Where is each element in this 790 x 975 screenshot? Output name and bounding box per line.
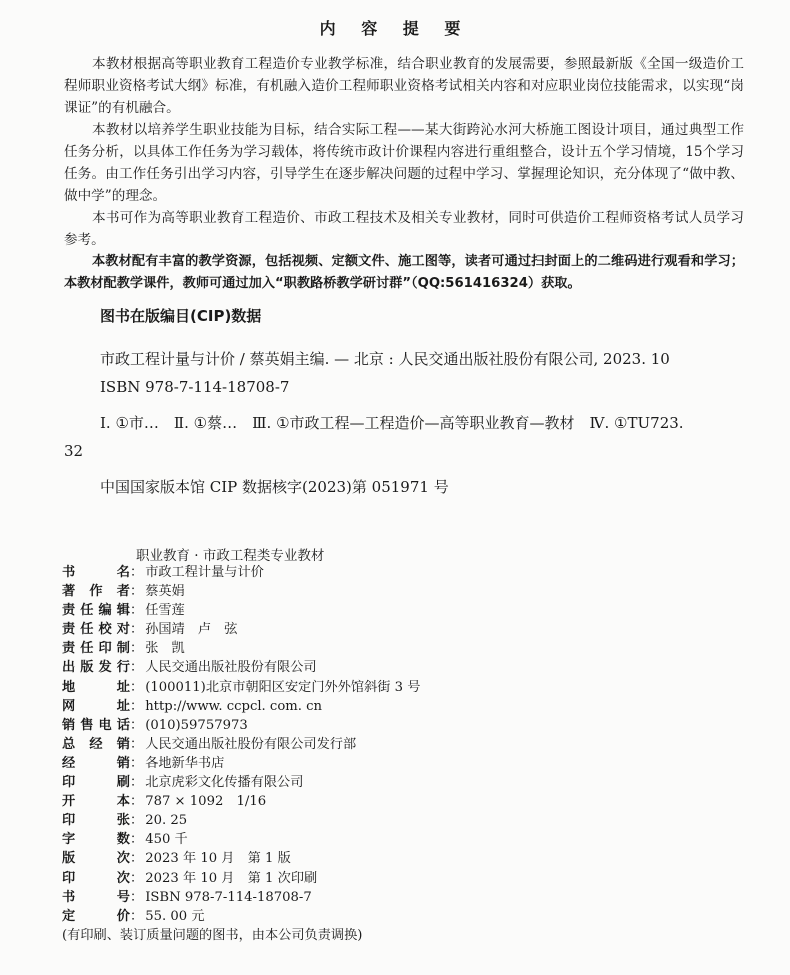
colophon-label: 责任编辑 [62, 603, 130, 619]
abstract-resources-note: 本教材配有丰富的教学资源，包括视频、定额文件、施工图等，读者可通过扫封面上的二维码进行观看和学习；本教材配教学课件，教师可通过加入“职教路桥教学研讨群”（QQ:561416324）获取。 [64, 254, 744, 291]
colophon-row: 印刷 ： 北京虎彩文化传播有限公司 [62, 773, 420, 792]
colophon-row: 经销 ： 各地新华书店 [62, 754, 420, 773]
colophon-value: 人民交通出版社股份有限公司发行部 [145, 736, 357, 752]
colophon-value: 张 凯 [145, 641, 185, 657]
colophon-row: 责任编辑 ： 任雪莲 [62, 601, 420, 620]
colophon-value: 孙国靖 卢 弦 [145, 622, 238, 638]
colophon-label: 经销 [62, 755, 130, 771]
colophon-row: 定价 ： 55. 00 元 [62, 907, 420, 926]
colophon-label: 定价 [62, 908, 130, 924]
colophon-label: 印次 [62, 870, 130, 886]
colophon-value: 北京虎彩文化传播有限公司 [145, 775, 304, 791]
colophon-label: 书号 [62, 889, 130, 905]
colophon-row: 责任校对 ： 孙国靖 卢 弦 [62, 620, 420, 639]
abstract-paragraph-2: 本教材以培养学生职业技能为目标，结合实际工程——某大街跨沁水河大桥施工图设计项目，通过典型工作任务分析，以具体工作任务为学习载体，将传统市政计价课程内容进行重组整合，设计五个学习情境，15个学习任务。由工作任务引出学习内容，引导学生在逐步解决问题的过程中学习、掌握理论知识，充分体现了“做中教、做中学”的理念。 [64, 122, 744, 204]
quality-note: (有印刷、装订质量问题的图书，由本公司负责调换) [62, 927, 363, 943]
colophon-value: 任雪莲 [145, 603, 185, 619]
colophon-value: (010)59757973 [145, 717, 248, 733]
colophon-row: 销售电话 ： (010)59757973 [62, 716, 420, 735]
colophon-row: 责任印制 ： 张 凯 [62, 639, 420, 658]
page-title: 内 容 提 要 [319, 19, 471, 38]
colophon-value: 人民交通出版社股份有限公司 [145, 660, 317, 676]
colophon-label: 开本 [62, 794, 130, 810]
colophon-label: 网址 [62, 698, 130, 714]
abstract-section [64, 53, 744, 295]
cip-subjects: Ⅰ. ①市… Ⅱ. ①蔡… Ⅲ. ①市政工程—工程造价—高等职业教育—教材 Ⅳ. ①TU723. 32 [64, 414, 684, 460]
colophon-value: 各地新华书店 [145, 755, 225, 771]
colophon-value: 2023 年 10 月 第 1 版 [145, 851, 291, 867]
cip-heading: 图书在版编目(CIP)数据 [100, 307, 262, 325]
colophon-row: 著作者 ： 蔡英娟 [62, 582, 420, 601]
colophon-label: 责任印制 [62, 641, 130, 657]
cip-isbn: ISBN 978-7-114-18708-7 [100, 378, 290, 396]
colophon-row: 总经销 ： 人民交通出版社股份有限公司发行部 [62, 735, 420, 754]
colophon-value: 2023 年 10 月 第 1 次印刷 [145, 870, 318, 886]
colophon-row: 开本 ： 787 × 1092 1/16 [62, 792, 420, 811]
colophon-label: 版次 [62, 851, 130, 867]
colophon-value: 450 千 [145, 832, 188, 848]
colophon-row: 字数 ： 450 千 [62, 830, 420, 849]
colophon-row: 书号 ： ISBN 978-7-114-18708-7 [62, 888, 420, 907]
colophon-value: 市政工程计量与计价 [145, 565, 264, 580]
colophon-row: 出版发行 ： 人民交通出版社股份有限公司 [62, 658, 420, 677]
colophon-row: 网址 ： http://www. ccpcl. com. cn [62, 697, 420, 716]
abstract-paragraph-3: 本书可作为高等职业教育工程造价、市政工程技术及相关专业教材，同时可供造价工程师资格考试人员学习参考。 [64, 210, 744, 248]
colophon-label: 印刷 [62, 775, 130, 791]
colophon-label: 著作者 [62, 584, 130, 600]
colophon-label: 字数 [62, 832, 130, 848]
colophon-label: 责任校对 [62, 622, 130, 638]
colophon-label: 销售电话 [62, 717, 130, 733]
colophon-value: http://www. ccpcl. com. cn [145, 698, 323, 714]
colophon [62, 563, 420, 945]
colophon-row: 地址 ： (100011)北京市朝阳区安定门外外馆斜街 3 号 [62, 678, 420, 697]
colophon-value: (100011)北京市朝阳区安定门外外馆斜街 3 号 [145, 679, 421, 695]
abstract-paragraph-1: 本教材根据高等职业教育工程造价专业教学标准，结合职业教育的发展需要，参照最新版《全国一级造价工程师职业资格考试大纲》标准，有机融入造价工程师职业资格考试相关内容和对应职业岗位技能需求，以实现“岗课证”的有机融合。 [64, 56, 744, 116]
colophon-label: 印张 [62, 813, 130, 829]
colophon-row: 印张 ： 20. 25 [62, 811, 420, 830]
cip-record [64, 345, 704, 501]
cip-verification-number: 中国国家版本馆 CIP 数据核字(2023)第 051971 号 [100, 478, 449, 496]
colophon-label: 出版发行 [62, 660, 130, 676]
colophon-value: 55. 00 元 [145, 908, 205, 924]
colophon-row: 版次 ： 2023 年 10 月 第 1 版 [62, 849, 420, 868]
colophon-row: 书名 ： 市政工程计量与计价 [62, 563, 420, 582]
colophon-label: 地址 [62, 679, 130, 695]
colophon-label: 总经销 [62, 736, 130, 752]
colophon-value: 蔡英娟 [145, 584, 185, 600]
colophon-value: ISBN 978-7-114-18708-7 [145, 889, 312, 905]
colophon-label: 书名 [62, 565, 130, 580]
series-name: 职业教育 · 市政工程类专业教材 [136, 548, 325, 564]
colophon-value: 787 × 1092 1/16 [145, 794, 267, 810]
colophon-row: 印次 ： 2023 年 10 月 第 1 次印刷 [62, 869, 420, 888]
cip-catalog-line: 市政工程计量与计价 / 蔡英娟主编. — 北京 : 人民交通出版社股份有限公司, 2023. 10 [100, 350, 670, 368]
colophon-value: 20. 25 [145, 813, 188, 829]
